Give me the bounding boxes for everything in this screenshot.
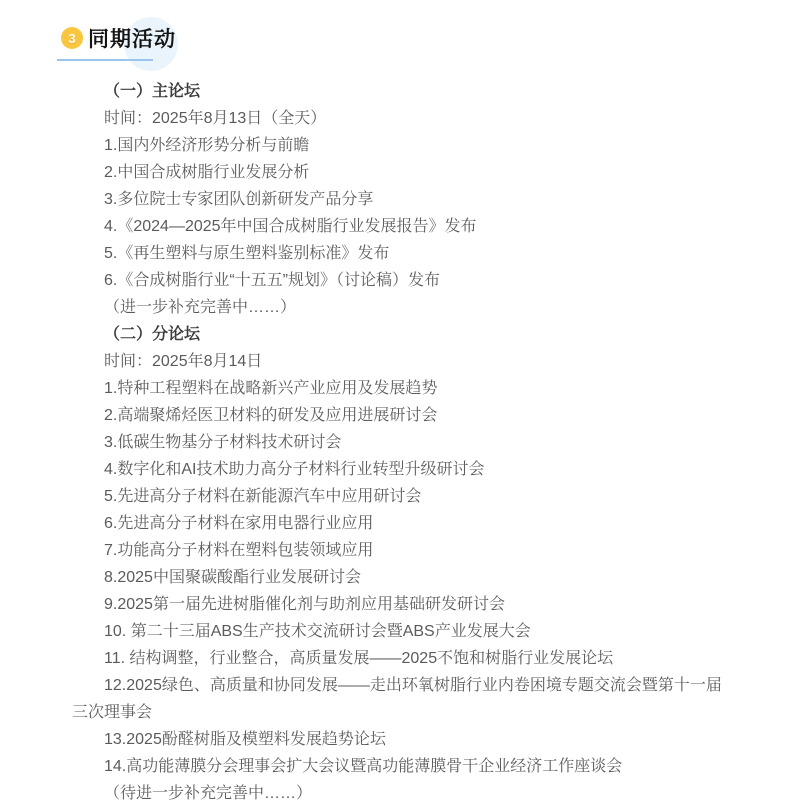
section-time: 时间：2025年8月14日 [104,353,263,370]
agenda-item: 2.高端聚烯烃医卫材料的研发及应用进展研讨会 [104,407,438,424]
agenda-item: 8.2025中国聚碳酸酯行业发展研讨会 [104,569,361,586]
section-number-badge: 3 [61,27,83,49]
agenda-item: 7.功能高分子材料在塑料包装领域应用 [104,542,374,559]
agenda-item: 3.多位院士专家团队创新研发产品分享 [104,191,374,208]
agenda-item: 14.高功能薄膜分会理事会扩大会议暨高功能薄膜骨干企业经济工作座谈会 [104,758,623,775]
agenda-item: 9.2025第一届先进树脂催化剂与助剂应用基础研发研讨会 [104,596,505,613]
agenda-item: 5.先进高分子材料在新能源汽车中应用研讨会 [104,488,422,505]
agenda-item: 6.《合成树脂行业“十五五”规划》（讨论稿）发布 [104,272,441,289]
agenda-item: 4.数字化和AI技术助力高分子材料行业转型升级研讨会 [104,461,485,478]
page-title: 同期活动 [88,28,176,51]
agenda-item: 1.特种工程塑料在战略新兴产业应用及发展趋势 [104,380,438,397]
section-header [0,0,805,64]
agenda-item: 6.先进高分子材料在家用电器行业应用 [104,515,374,532]
agenda-item: 10. 第二十三届ABS生产技术交流研讨会暨ABS产业发展大会 [104,623,531,640]
agenda-item: 3.低碳生物基分子材料技术研讨会 [104,434,342,451]
agenda-item: 12.2025绿色、高质量和协同发展——走出环氧树脂行业内卷困境专题交流会暨第十一届三次理事会 [72,677,722,721]
section-time: 时间：2025年8月13日（全天） [104,110,327,127]
agenda-item: 11. 结构调整，行业整合，高质量发展——2025不饱和树脂行业发展论坛 [104,650,614,667]
section-note: （待进一步补充完善中……） [104,785,313,802]
article-content [72,78,734,807]
section-note: （进一步补充完善中……） [104,299,297,316]
title-underline [57,59,153,61]
section-heading: （二）分论坛 [104,326,201,343]
agenda-item: 4.《2024—2025年中国合成树脂行业发展报告》发布 [104,218,477,235]
section-heading: （一）主论坛 [104,83,201,100]
agenda-item: 2.中国合成树脂行业发展分析 [104,164,310,181]
agenda-item: 5.《再生塑料与原生塑料鉴别标准》发布 [104,245,390,262]
agenda-item: 1.国内外经济形势分析与前瞻 [104,137,310,154]
agenda-item: 13.2025酚醛树脂及模塑料发展趋势论坛 [104,731,386,748]
